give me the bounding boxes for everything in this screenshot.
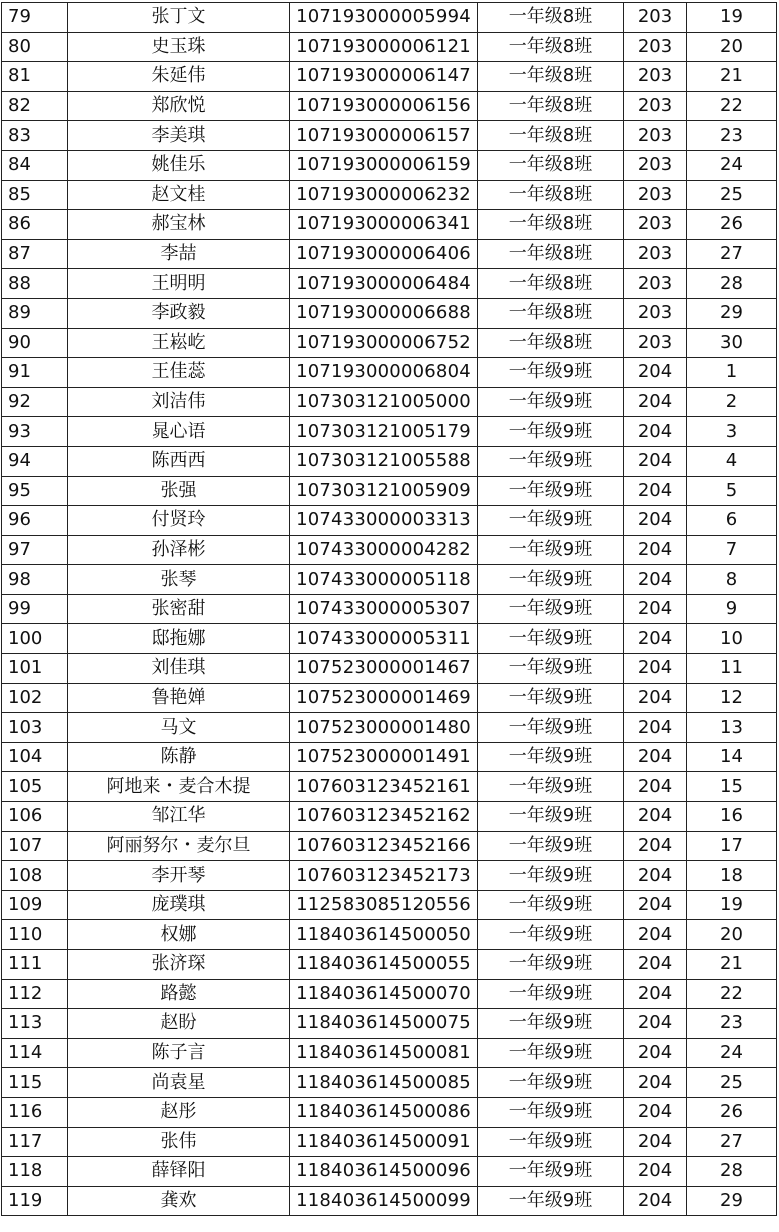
table-row (2, 654, 777, 684)
table-row (2, 387, 777, 417)
room-cell: 204 (624, 594, 687, 624)
seat-number-cell: 17 (687, 831, 777, 861)
student-id-cell: 118403614500086 (290, 1097, 478, 1127)
table-row (2, 1127, 777, 1157)
room-cell: 204 (624, 1068, 687, 1098)
student-id-cell: 107193000006121 (290, 32, 478, 62)
student-id-cell: 107193000006147 (290, 62, 478, 92)
student-name-cell: 陈静 (68, 742, 290, 772)
class-cell: 一年级9班 (478, 920, 624, 950)
student-name-cell: 刘佳琪 (68, 654, 290, 684)
student-id-cell: 107603123452162 (290, 802, 478, 832)
seat-number-cell: 21 (687, 950, 777, 980)
seat-number-cell: 11 (687, 654, 777, 684)
row-number-cell: 94 (2, 446, 68, 476)
row-number-cell: 91 (2, 358, 68, 388)
room-cell: 204 (624, 446, 687, 476)
seat-number-cell: 25 (687, 1068, 777, 1098)
row-number-cell: 96 (2, 506, 68, 536)
student-id-cell: 107523000001491 (290, 742, 478, 772)
table-row (2, 683, 777, 713)
student-id-cell: 118403614500070 (290, 979, 478, 1009)
class-cell: 一年级9班 (478, 594, 624, 624)
seat-number-cell: 10 (687, 624, 777, 654)
room-cell: 204 (624, 1009, 687, 1039)
roster-body (2, 3, 777, 1216)
seat-number-cell: 16 (687, 802, 777, 832)
room-cell: 203 (624, 239, 687, 269)
student-id-cell: 107303121005588 (290, 446, 478, 476)
student-name-cell: 鲁艳婵 (68, 683, 290, 713)
table-row (2, 150, 777, 180)
room-cell: 204 (624, 535, 687, 565)
student-id-cell: 107433000003313 (290, 506, 478, 536)
student-name-cell: 郑欣悦 (68, 91, 290, 121)
table-row (2, 1157, 777, 1187)
seat-number-cell: 27 (687, 239, 777, 269)
seat-number-cell: 21 (687, 62, 777, 92)
seat-number-cell: 24 (687, 150, 777, 180)
row-number-cell: 84 (2, 150, 68, 180)
row-number-cell: 95 (2, 476, 68, 506)
seat-number-cell: 12 (687, 683, 777, 713)
table-row (2, 446, 777, 476)
class-cell: 一年级9班 (478, 476, 624, 506)
seat-number-cell: 14 (687, 742, 777, 772)
room-cell: 203 (624, 210, 687, 240)
row-number-cell: 119 (2, 1186, 68, 1216)
row-number-cell: 87 (2, 239, 68, 269)
class-cell: 一年级8班 (478, 210, 624, 240)
student-name-cell: 张伟 (68, 1127, 290, 1157)
room-cell: 204 (624, 683, 687, 713)
row-number-cell: 103 (2, 713, 68, 743)
class-cell: 一年级9班 (478, 358, 624, 388)
room-cell: 204 (624, 624, 687, 654)
room-cell: 204 (624, 920, 687, 950)
student-name-cell: 孙泽彬 (68, 535, 290, 565)
row-number-cell: 112 (2, 979, 68, 1009)
room-cell: 204 (624, 506, 687, 536)
room-cell: 203 (624, 62, 687, 92)
table-row (2, 624, 777, 654)
student-name-cell: 赵文桂 (68, 180, 290, 210)
table-row (2, 328, 777, 358)
class-cell: 一年级8班 (478, 328, 624, 358)
room-cell: 204 (624, 1038, 687, 1068)
seat-number-cell: 15 (687, 772, 777, 802)
student-id-cell: 107603123452173 (290, 861, 478, 891)
table-row (2, 1068, 777, 1098)
table-row (2, 802, 777, 832)
seat-number-cell: 29 (687, 298, 777, 328)
seat-number-cell: 9 (687, 594, 777, 624)
student-id-cell: 118403614500096 (290, 1157, 478, 1187)
room-cell: 203 (624, 180, 687, 210)
table-row (2, 62, 777, 92)
seat-number-cell: 3 (687, 417, 777, 447)
table-row (2, 713, 777, 743)
table-row (2, 890, 777, 920)
class-cell: 一年级9班 (478, 713, 624, 743)
class-cell: 一年级8班 (478, 91, 624, 121)
room-cell: 204 (624, 802, 687, 832)
row-number-cell: 107 (2, 831, 68, 861)
student-name-cell: 王佳蕊 (68, 358, 290, 388)
student-id-cell: 107433000004282 (290, 535, 478, 565)
room-cell: 203 (624, 121, 687, 151)
student-name-cell: 晁心语 (68, 417, 290, 447)
student-name-cell: 刘洁伟 (68, 387, 290, 417)
student-name-cell: 张丁文 (68, 3, 290, 33)
student-id-cell: 112583085120556 (290, 890, 478, 920)
seat-number-cell: 20 (687, 920, 777, 950)
table-row (2, 506, 777, 536)
student-name-cell: 李开琴 (68, 861, 290, 891)
row-number-cell: 89 (2, 298, 68, 328)
student-name-cell: 王崧屹 (68, 328, 290, 358)
table-row (2, 565, 777, 595)
table-row (2, 594, 777, 624)
student-id-cell: 107523000001467 (290, 654, 478, 684)
table-row (2, 1038, 777, 1068)
seat-number-cell: 23 (687, 1009, 777, 1039)
row-number-cell: 83 (2, 121, 68, 151)
seat-number-cell: 7 (687, 535, 777, 565)
seat-number-cell: 1 (687, 358, 777, 388)
table-row (2, 920, 777, 950)
row-number-cell: 100 (2, 624, 68, 654)
student-id-cell: 107193000006804 (290, 358, 478, 388)
class-cell: 一年级9班 (478, 506, 624, 536)
table-row (2, 298, 777, 328)
row-number-cell: 79 (2, 3, 68, 33)
class-cell: 一年级9班 (478, 1157, 624, 1187)
room-cell: 204 (624, 979, 687, 1009)
row-number-cell: 104 (2, 742, 68, 772)
seat-number-cell: 25 (687, 180, 777, 210)
row-number-cell: 109 (2, 890, 68, 920)
class-cell: 一年级9班 (478, 624, 624, 654)
row-number-cell: 93 (2, 417, 68, 447)
student-name-cell: 李政毅 (68, 298, 290, 328)
class-cell: 一年级9班 (478, 979, 624, 1009)
table-row (2, 535, 777, 565)
student-id-cell: 118403614500099 (290, 1186, 478, 1216)
student-name-cell: 张强 (68, 476, 290, 506)
student-id-cell: 107433000005307 (290, 594, 478, 624)
room-cell: 203 (624, 298, 687, 328)
class-cell: 一年级9班 (478, 565, 624, 595)
class-cell: 一年级9班 (478, 387, 624, 417)
class-cell: 一年级9班 (478, 535, 624, 565)
class-cell: 一年级9班 (478, 772, 624, 802)
student-id-cell: 118403614500055 (290, 950, 478, 980)
table-row (2, 861, 777, 891)
student-id-cell: 107193000005994 (290, 3, 478, 33)
seat-number-cell: 18 (687, 861, 777, 891)
student-name-cell: 庞璞琪 (68, 890, 290, 920)
row-number-cell: 102 (2, 683, 68, 713)
room-cell: 204 (624, 950, 687, 980)
table-row (2, 476, 777, 506)
room-cell: 204 (624, 476, 687, 506)
room-cell: 204 (624, 387, 687, 417)
seat-number-cell: 29 (687, 1186, 777, 1216)
table-row (2, 1009, 777, 1039)
seat-number-cell: 8 (687, 565, 777, 595)
student-id-cell: 107193000006484 (290, 269, 478, 299)
student-id-cell: 107193000006159 (290, 150, 478, 180)
row-number-cell: 90 (2, 328, 68, 358)
row-number-cell: 114 (2, 1038, 68, 1068)
room-cell: 204 (624, 1127, 687, 1157)
seat-number-cell: 19 (687, 890, 777, 920)
seat-number-cell: 4 (687, 446, 777, 476)
row-number-cell: 99 (2, 594, 68, 624)
row-number-cell: 108 (2, 861, 68, 891)
table-row (2, 210, 777, 240)
class-cell: 一年级9班 (478, 802, 624, 832)
table-row (2, 979, 777, 1009)
student-name-cell: 朱延伟 (68, 62, 290, 92)
seat-number-cell: 26 (687, 1097, 777, 1127)
room-cell: 204 (624, 713, 687, 743)
table-row (2, 180, 777, 210)
student-name-cell: 权娜 (68, 920, 290, 950)
student-name-cell: 张济琛 (68, 950, 290, 980)
student-name-cell: 李美琪 (68, 121, 290, 151)
row-number-cell: 110 (2, 920, 68, 950)
row-number-cell: 118 (2, 1157, 68, 1187)
student-name-cell: 付贤玲 (68, 506, 290, 536)
room-cell: 203 (624, 32, 687, 62)
table-row (2, 742, 777, 772)
class-cell: 一年级9班 (478, 1068, 624, 1098)
student-name-cell: 史玉珠 (68, 32, 290, 62)
student-name-cell: 陈子言 (68, 1038, 290, 1068)
class-cell: 一年级8班 (478, 180, 624, 210)
student-id-cell: 118403614500091 (290, 1127, 478, 1157)
room-cell: 203 (624, 150, 687, 180)
student-name-cell: 路懿 (68, 979, 290, 1009)
seat-number-cell: 24 (687, 1038, 777, 1068)
room-cell: 203 (624, 269, 687, 299)
table-row (2, 91, 777, 121)
seat-number-cell: 22 (687, 91, 777, 121)
row-number-cell: 82 (2, 91, 68, 121)
table-row (2, 772, 777, 802)
student-id-cell: 107193000006157 (290, 121, 478, 151)
class-cell: 一年级9班 (478, 1186, 624, 1216)
table-row (2, 121, 777, 151)
student-name-cell: 赵盼 (68, 1009, 290, 1039)
student-name-cell: 尚袁星 (68, 1068, 290, 1098)
room-cell: 203 (624, 91, 687, 121)
student-name-cell: 邹江华 (68, 802, 290, 832)
class-cell: 一年级9班 (478, 890, 624, 920)
table-row (2, 1097, 777, 1127)
row-number-cell: 97 (2, 535, 68, 565)
seat-number-cell: 20 (687, 32, 777, 62)
student-name-cell: 马文 (68, 713, 290, 743)
class-cell: 一年级8班 (478, 239, 624, 269)
table-row (2, 950, 777, 980)
room-cell: 203 (624, 328, 687, 358)
class-cell: 一年级9班 (478, 1009, 624, 1039)
class-cell: 一年级9班 (478, 1038, 624, 1068)
table-row (2, 831, 777, 861)
class-cell: 一年级9班 (478, 417, 624, 447)
class-cell: 一年级9班 (478, 654, 624, 684)
student-id-cell: 107523000001480 (290, 713, 478, 743)
table-row (2, 358, 777, 388)
table-row (2, 32, 777, 62)
room-cell: 204 (624, 742, 687, 772)
roster-table (1, 2, 777, 1216)
row-number-cell: 116 (2, 1097, 68, 1127)
row-number-cell: 88 (2, 269, 68, 299)
table-row (2, 1186, 777, 1216)
seat-number-cell: 26 (687, 210, 777, 240)
student-id-cell: 107603123452161 (290, 772, 478, 802)
class-cell: 一年级9班 (478, 1127, 624, 1157)
row-number-cell: 106 (2, 802, 68, 832)
row-number-cell: 81 (2, 62, 68, 92)
student-name-cell: 张密甜 (68, 594, 290, 624)
seat-number-cell: 28 (687, 269, 777, 299)
seat-number-cell: 13 (687, 713, 777, 743)
class-cell: 一年级9班 (478, 446, 624, 476)
room-cell: 204 (624, 417, 687, 447)
table-row (2, 3, 777, 33)
table-row (2, 239, 777, 269)
student-id-cell: 107603123452166 (290, 831, 478, 861)
class-cell: 一年级8班 (478, 298, 624, 328)
seat-number-cell: 27 (687, 1127, 777, 1157)
row-number-cell: 113 (2, 1009, 68, 1039)
row-number-cell: 86 (2, 210, 68, 240)
student-id-cell: 107193000006156 (290, 91, 478, 121)
student-name-cell: 王明明 (68, 269, 290, 299)
row-number-cell: 101 (2, 654, 68, 684)
room-cell: 204 (624, 861, 687, 891)
student-name-cell: 阿丽努尔・麦尔旦 (68, 831, 290, 861)
row-number-cell: 115 (2, 1068, 68, 1098)
room-cell: 204 (624, 772, 687, 802)
row-number-cell: 105 (2, 772, 68, 802)
student-id-cell: 107433000005311 (290, 624, 478, 654)
room-cell: 204 (624, 565, 687, 595)
seat-number-cell: 6 (687, 506, 777, 536)
class-cell: 一年级9班 (478, 861, 624, 891)
row-number-cell: 98 (2, 565, 68, 595)
room-cell: 204 (624, 654, 687, 684)
class-cell: 一年级8班 (478, 269, 624, 299)
row-number-cell: 80 (2, 32, 68, 62)
class-cell: 一年级9班 (478, 831, 624, 861)
room-cell: 203 (624, 3, 687, 33)
room-cell: 204 (624, 1157, 687, 1187)
student-name-cell: 阿地来・麦合木提 (68, 772, 290, 802)
table-row (2, 417, 777, 447)
student-name-cell: 李喆 (68, 239, 290, 269)
room-cell: 204 (624, 358, 687, 388)
student-id-cell: 107193000006232 (290, 180, 478, 210)
row-number-cell: 92 (2, 387, 68, 417)
seat-number-cell: 22 (687, 979, 777, 1009)
student-id-cell: 107303121005179 (290, 417, 478, 447)
student-name-cell: 龚欢 (68, 1186, 290, 1216)
class-cell: 一年级8班 (478, 150, 624, 180)
student-id-cell: 107193000006406 (290, 239, 478, 269)
student-id-cell: 107193000006752 (290, 328, 478, 358)
seat-number-cell: 2 (687, 387, 777, 417)
student-id-cell: 107193000006688 (290, 298, 478, 328)
student-id-cell: 107303121005000 (290, 387, 478, 417)
seat-number-cell: 30 (687, 328, 777, 358)
room-cell: 204 (624, 1097, 687, 1127)
student-id-cell: 107193000006341 (290, 210, 478, 240)
class-cell: 一年级8班 (478, 121, 624, 151)
row-number-cell: 85 (2, 180, 68, 210)
row-number-cell: 117 (2, 1127, 68, 1157)
student-id-cell: 107523000001469 (290, 683, 478, 713)
student-id-cell: 107433000005118 (290, 565, 478, 595)
seat-number-cell: 5 (687, 476, 777, 506)
student-name-cell: 郝宝林 (68, 210, 290, 240)
student-name-cell: 张琴 (68, 565, 290, 595)
table-row (2, 269, 777, 299)
room-cell: 204 (624, 831, 687, 861)
student-name-cell: 赵彤 (68, 1097, 290, 1127)
student-id-cell: 107303121005909 (290, 476, 478, 506)
class-cell: 一年级8班 (478, 32, 624, 62)
student-name-cell: 陈西西 (68, 446, 290, 476)
class-cell: 一年级8班 (478, 3, 624, 33)
student-name-cell: 邸拖娜 (68, 624, 290, 654)
class-cell: 一年级9班 (478, 742, 624, 772)
student-id-cell: 118403614500075 (290, 1009, 478, 1039)
class-cell: 一年级9班 (478, 1097, 624, 1127)
student-id-cell: 118403614500085 (290, 1068, 478, 1098)
class-cell: 一年级9班 (478, 683, 624, 713)
room-cell: 204 (624, 890, 687, 920)
room-cell: 204 (624, 1186, 687, 1216)
seat-number-cell: 28 (687, 1157, 777, 1187)
student-name-cell: 姚佳乐 (68, 150, 290, 180)
seat-number-cell: 23 (687, 121, 777, 151)
student-id-cell: 118403614500050 (290, 920, 478, 950)
student-id-cell: 118403614500081 (290, 1038, 478, 1068)
row-number-cell: 111 (2, 950, 68, 980)
class-cell: 一年级9班 (478, 950, 624, 980)
seat-number-cell: 19 (687, 3, 777, 33)
class-cell: 一年级8班 (478, 62, 624, 92)
student-name-cell: 薛铎阳 (68, 1157, 290, 1187)
